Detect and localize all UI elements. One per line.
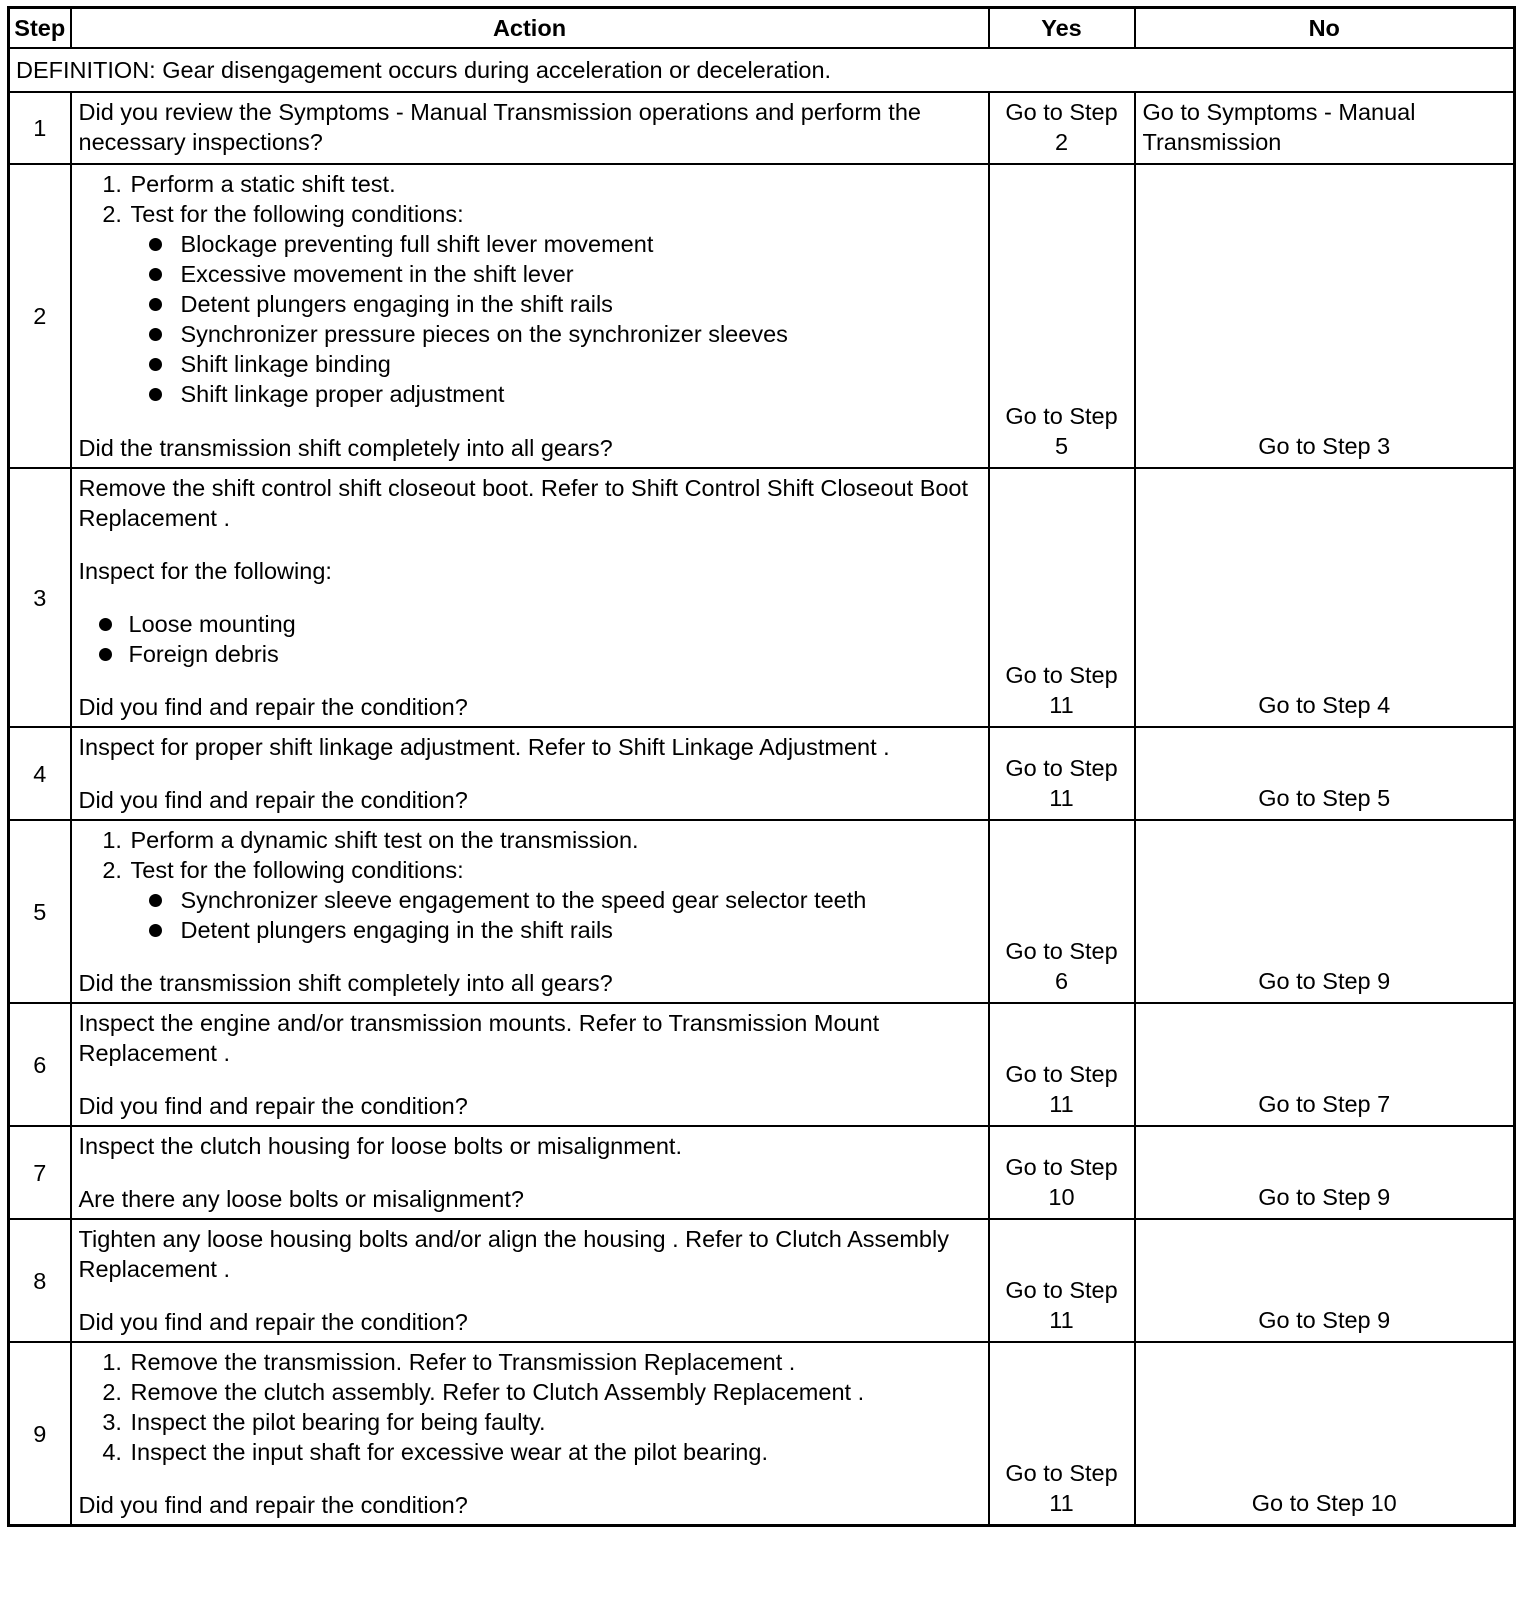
header-action: Action <box>71 8 989 49</box>
question-text: Did you find and repair the condition? <box>78 1309 468 1335</box>
step-number: 3 <box>9 468 71 727</box>
bullet-item <box>179 349 981 379</box>
bullet-text: Excessive movement in the shift lever <box>180 261 574 287</box>
bullet-item <box>179 319 981 349</box>
bullet-text: Synchronizer pressure pieces on the synchronizer sleeves <box>180 321 788 347</box>
table-row <box>9 164 1515 468</box>
list-item-text: Test for the following conditions: <box>130 857 464 883</box>
action-cell <box>71 1003 989 1126</box>
action-text: Remove the shift control shift closeout boot. Refer to Shift Control Shift Closeout Boot Replacement . <box>78 475 969 531</box>
header-yes: Yes <box>989 8 1135 49</box>
bullet-item <box>129 639 981 669</box>
step-number: 9 <box>9 1342 71 1526</box>
bullet-list <box>79 609 981 669</box>
list-item <box>129 855 981 945</box>
list-item: 3. Inspect the pilot bearing for being faulty. <box>129 1407 981 1437</box>
action-text: Did you review the Symptoms - Manual Transmission operations and perform the necessary inspections? <box>78 99 921 155</box>
step-number: 7 <box>9 1126 71 1219</box>
yes-cell: Go to Step 11 <box>989 468 1135 727</box>
bullet-item <box>179 259 981 289</box>
yes-cell: Go to Step 2 <box>989 92 1135 164</box>
no-cell: Go to Step 4 <box>1135 468 1515 727</box>
bullet-text: Foreign debris <box>128 641 279 667</box>
bullet-text: Synchronizer sleeve engagement to the speed gear selector teeth <box>180 887 867 913</box>
header-step: Step <box>9 8 71 49</box>
list-item: 1. Perform a static shift test. <box>129 169 981 199</box>
list-item <box>129 199 981 409</box>
no-cell: Go to Step 9 <box>1135 1126 1515 1219</box>
step-number: 1 <box>9 92 71 164</box>
list-item: 4. Inspect the input shaft for excessive wear at the pilot bearing. <box>129 1437 981 1467</box>
bullet-item <box>179 915 981 945</box>
table-row <box>9 1126 1515 1219</box>
list-item-text: Test for the following conditions: <box>130 201 464 227</box>
table-row <box>9 1003 1515 1126</box>
bullet-icon <box>99 648 112 661</box>
list-item: 1. Remove the transmission. Refer to Transmission Replacement . <box>129 1347 981 1377</box>
no-cell: Go to Step 9 <box>1135 1219 1515 1342</box>
header-row <box>9 8 1515 49</box>
bullet-icon <box>99 618 112 631</box>
list-item: 2. Remove the clutch assembly. Refer to Clutch Assembly Replacement . <box>129 1377 981 1407</box>
step-number: 8 <box>9 1219 71 1342</box>
table-row <box>9 1342 1515 1526</box>
bullet-icon <box>149 268 162 281</box>
bullet-item <box>179 289 981 319</box>
action-cell <box>71 727 989 820</box>
question-text: Did the transmission shift completely into all gears? <box>78 970 613 996</box>
bullet-item <box>179 229 981 259</box>
bullet-text: Shift linkage binding <box>180 351 391 377</box>
numbered-list <box>79 169 981 409</box>
yes-cell: Go to Step 11 <box>989 1003 1135 1126</box>
bullet-icon <box>149 388 162 401</box>
question-text: Did you find and repair the condition? <box>78 787 468 813</box>
definition-row <box>9 48 1515 92</box>
bullet-item <box>179 885 981 915</box>
no-cell: Go to Step 3 <box>1135 164 1515 468</box>
numbered-list <box>79 1347 981 1467</box>
bullet-icon <box>149 358 162 371</box>
diagnostic-table <box>7 6 1516 1527</box>
no-cell: Go to Step 10 <box>1135 1342 1515 1526</box>
step-number: 2 <box>9 164 71 468</box>
table-row <box>9 92 1515 164</box>
yes-cell: Go to Step 11 <box>989 1219 1135 1342</box>
bullet-icon <box>149 298 162 311</box>
question-text: Did you find and repair the condition? <box>78 694 468 720</box>
bullet-item <box>129 609 981 639</box>
yes-cell: Go to Step 11 <box>989 727 1135 820</box>
action-cell <box>71 468 989 727</box>
bullet-list <box>131 885 981 945</box>
question-text: Did the transmission shift completely into all gears? <box>78 435 613 461</box>
step-number: 5 <box>9 820 71 1003</box>
diagnostic-table-container <box>7 6 1513 1527</box>
yes-cell: Go to Step 10 <box>989 1126 1135 1219</box>
bullet-icon <box>149 328 162 341</box>
action-cell <box>71 92 989 164</box>
yes-cell: Go to Step 11 <box>989 1342 1135 1526</box>
action-text: Tighten any loose housing bolts and/or align the housing . Refer to Clutch Assembly Replacement . <box>78 1226 949 1282</box>
step-number: 6 <box>9 1003 71 1126</box>
table-row <box>9 1219 1515 1342</box>
action-cell <box>71 164 989 468</box>
bullet-item <box>179 379 981 409</box>
bullet-icon <box>149 924 162 937</box>
yes-cell: Go to Step 5 <box>989 164 1135 468</box>
action-text: Inspect for proper shift linkage adjustment. Refer to Shift Linkage Adjustment . <box>78 734 890 760</box>
bullet-text: Shift linkage proper adjustment <box>180 381 505 407</box>
action-cell <box>71 1219 989 1342</box>
action-text: Inspect the clutch housing for loose bolts or misalignment. <box>78 1133 682 1159</box>
bullet-icon <box>149 238 162 251</box>
step-number: 4 <box>9 727 71 820</box>
action-text: Inspect the engine and/or transmission mounts. Refer to Transmission Mount Replacement . <box>78 1010 880 1066</box>
bullet-text: Loose mounting <box>128 611 296 637</box>
bullet-text: Detent plungers engaging in the shift rails <box>180 917 613 943</box>
no-cell: Go to Step 7 <box>1135 1003 1515 1126</box>
bullet-list <box>131 229 981 409</box>
action-cell <box>71 1342 989 1526</box>
no-cell: Go to Step 9 <box>1135 820 1515 1003</box>
yes-cell: Go to Step 6 <box>989 820 1135 1003</box>
bullet-text: Detent plungers engaging in the shift rails <box>180 291 613 317</box>
bullet-icon <box>149 894 162 907</box>
bullet-text: Blockage preventing full shift lever movement <box>180 231 654 257</box>
definition-text: DEFINITION: Gear disengagement occurs during acceleration or deceleration. <box>9 48 1515 92</box>
question-text: Did you find and repair the condition? <box>78 1492 468 1518</box>
table-row <box>9 820 1515 1003</box>
no-cell: Go to Step 5 <box>1135 727 1515 820</box>
list-item: 1. Perform a dynamic shift test on the transmission. <box>129 825 981 855</box>
question-text: Did you find and repair the condition? <box>78 1093 468 1119</box>
question-text: Are there any loose bolts or misalignment? <box>78 1186 524 1212</box>
no-cell: Go to Symptoms - Manual Transmission <box>1135 92 1515 164</box>
header-no: No <box>1135 8 1515 49</box>
table-row <box>9 727 1515 820</box>
action-cell <box>71 1126 989 1219</box>
action-text-2: Inspect for the following: <box>78 558 332 584</box>
action-cell <box>71 820 989 1003</box>
numbered-list <box>79 825 981 945</box>
table-row <box>9 468 1515 727</box>
